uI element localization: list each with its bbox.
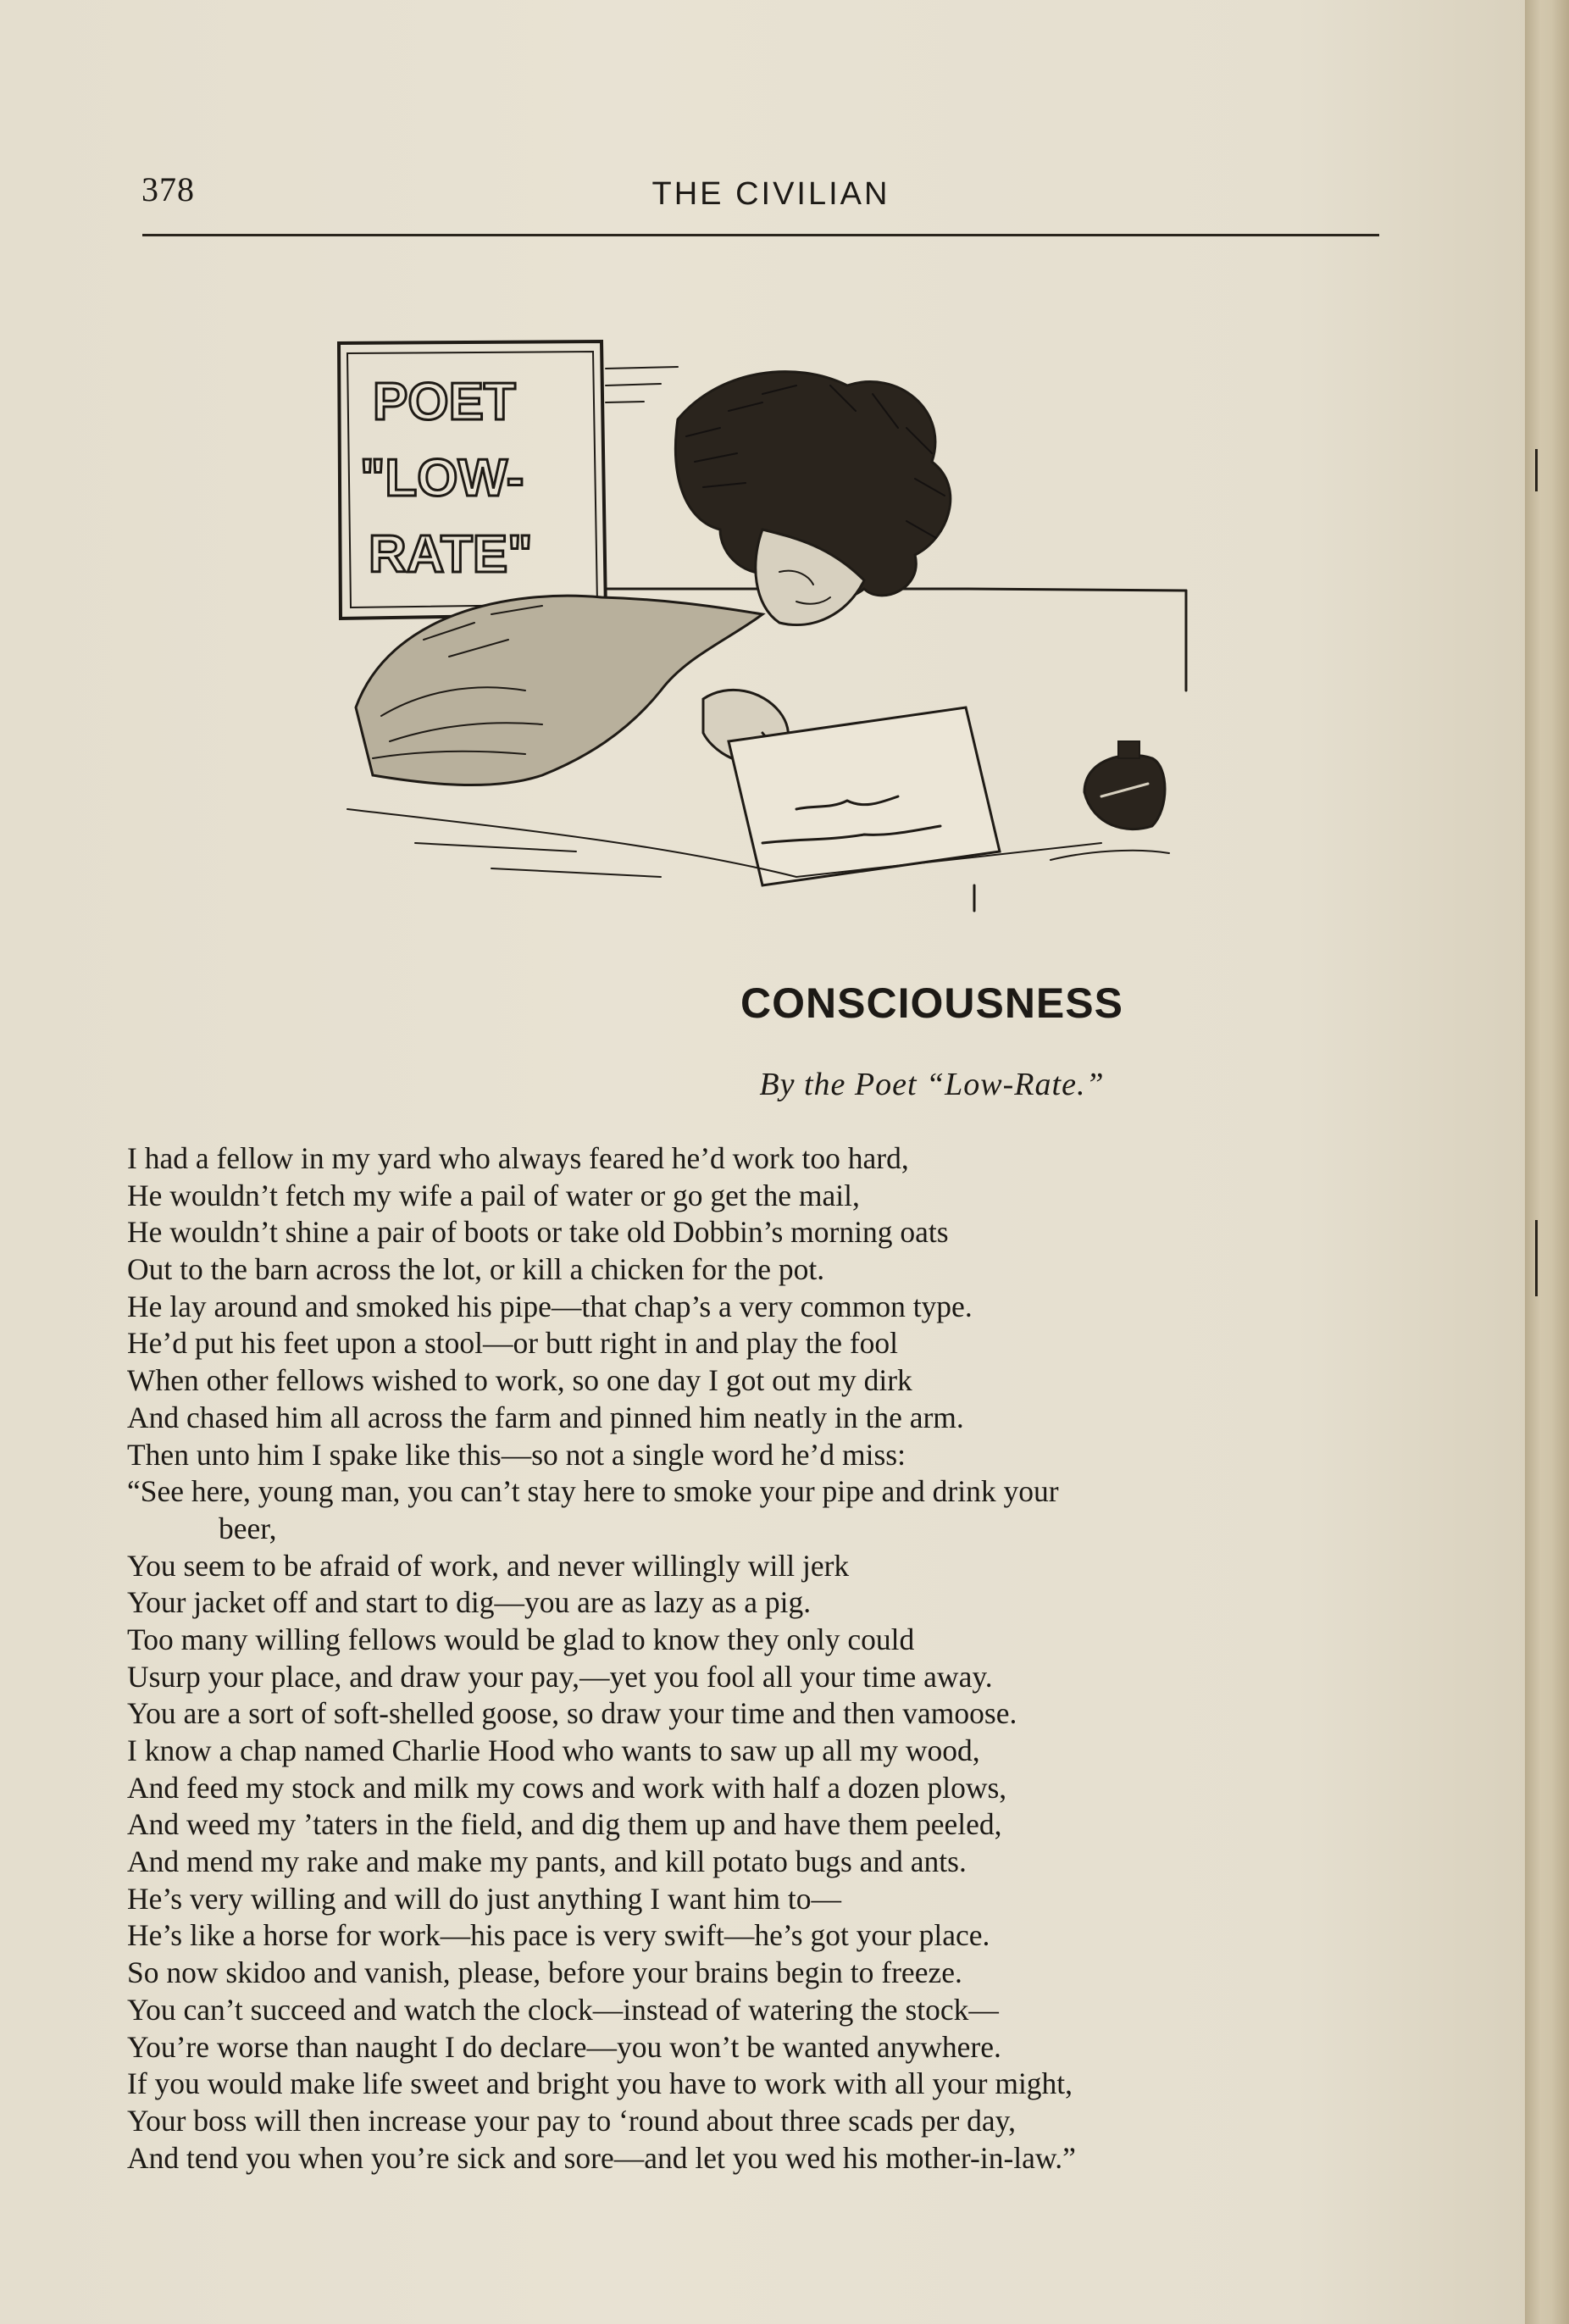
- poem-line: Out to the barn across the lot, or kill a chicken for the pot.: [127, 1252, 825, 1287]
- book-spine-edge: [1525, 0, 1569, 2324]
- poem-line-continuation: beer,: [219, 1511, 277, 1545]
- spine-mark: [1535, 449, 1538, 491]
- poem-line: He’s like a horse for work—his pace is very swift—he’s got your place.: [127, 1918, 990, 1953]
- poem-line: Too many willing fellows would be glad to know they only could: [127, 1622, 915, 1656]
- poem-line: He wouldn’t fetch my wife a pail of water or go get the mail,: [127, 1178, 860, 1212]
- poem-line: Usurp your place, and draw your pay,—yet you fool all your time away.: [127, 1659, 993, 1694]
- poem-line: He’s very willing and will do just anything I want him to—: [127, 1881, 842, 1916]
- poem-line: I know a chap named Charlie Hood who wants to saw up all my wood,: [127, 1733, 980, 1767]
- header-rule: [142, 234, 1379, 236]
- poet-at-desk-illustration: [322, 335, 1220, 919]
- poem-line: When other fellows wished to work, so one day I got out my dirk: [127, 1363, 912, 1398]
- poem-line: And mend my rake and make my pants, and kill potato bugs and ants.: [127, 1844, 967, 1879]
- poem-line: And tend you when you’re sick and sore—and let you wed his mother-in-law.”: [127, 2140, 1076, 2175]
- poem-line: And chased him all across the farm and pinned him neatly in the arm.: [127, 1400, 964, 1434]
- poem-body: [127, 1140, 1398, 2177]
- poem-line: And weed my ’taters in the field, and dig them up and have them peeled,: [127, 1807, 1002, 1842]
- sign-line: POET: [373, 373, 516, 431]
- poem-line: If you would make life sweet and bright you have to work with all your might,: [127, 2066, 1073, 2101]
- poem-line: Your boss will then increase your pay to ‘round about three scads per day,: [127, 2103, 1016, 2138]
- poem-line: Then unto him I spake like this—so not a single word he’d miss:: [127, 1437, 906, 1472]
- poem-line: He wouldn’t shine a pair of boots or take old Dobbin’s morning oats: [127, 1215, 949, 1250]
- sign-line: RATE": [369, 525, 533, 584]
- running-title: THE CIVILIAN: [651, 176, 890, 212]
- poem-line: You seem to be afraid of work, and never willingly will jerk: [127, 1548, 850, 1583]
- poem-line: I had a fellow in my yard who always feared he’d work too hard,: [127, 1141, 909, 1175]
- poem-line: You are a sort of soft-shelled goose, so draw your time and then vamoose.: [127, 1696, 1017, 1731]
- poem-line: And feed my stock and milk my cows and work with half a dozen plows,: [127, 1770, 1007, 1805]
- poem-line: You’re worse than naught I do declare—you won’t be wanted anywhere.: [127, 2029, 1001, 2064]
- poem-line: He’d put his feet upon a stool—or butt right in and play the fool: [127, 1326, 899, 1361]
- poem-line: You can’t succeed and watch the clock—instead of watering the stock—: [127, 1992, 999, 2027]
- poem-line: So now skidoo and vanish, please, before your brains begin to freeze.: [127, 1955, 962, 1990]
- poem-line: Your jacket off and start to dig—you are as lazy as a pig.: [127, 1585, 812, 1620]
- poem-line: “See here, young man, you can’t stay here to smoke your pipe and drink your: [127, 1474, 1059, 1509]
- spine-mark: [1535, 1220, 1538, 1296]
- page-number: 378: [141, 170, 195, 208]
- article-title: CONSCIOUSNESS: [740, 979, 1123, 1027]
- sign-line: "LOW-: [360, 449, 524, 508]
- poem-line: He lay around and smoked his pipe—that chap’s a very common type.: [127, 1289, 973, 1323]
- article-byline: By the Poet “Low-Rate.”: [759, 1067, 1105, 1102]
